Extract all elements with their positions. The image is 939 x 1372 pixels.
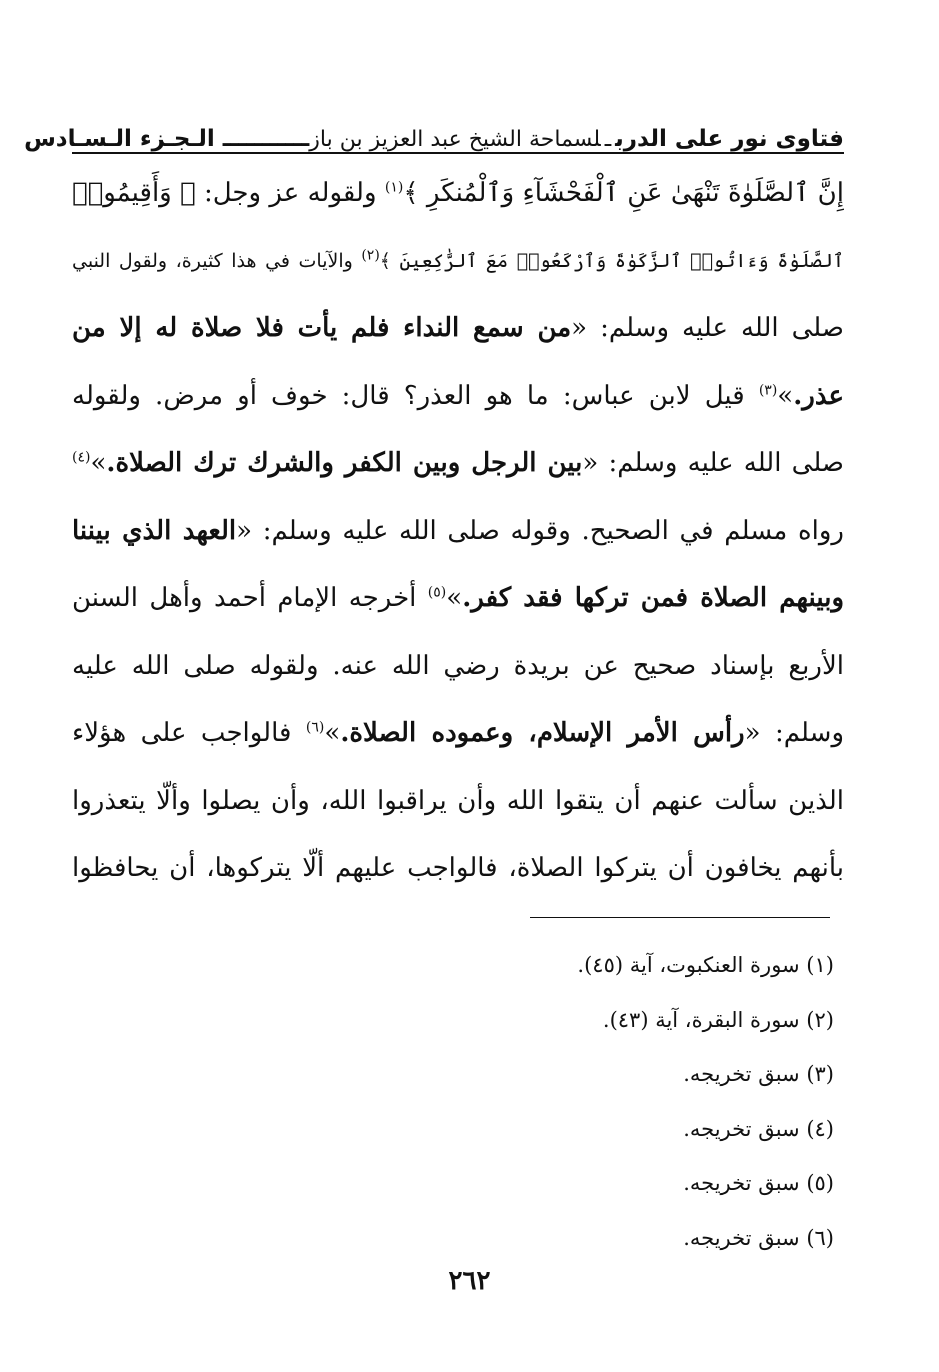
text-run: والآيات في هذا كثيرة، ولقول النبي — [72, 249, 362, 272]
text-line-2 — [72, 228, 844, 296]
text-run: صلى الله عليه وسلم: « — [582, 448, 844, 478]
text-line-8: الأربع بإسناد صحيح عن بريدة رضي الله عنه. ولقوله صلى الله عليه — [72, 650, 844, 681]
footnote-ref-6[interactable]: (٦) — [305, 719, 325, 736]
footnote-3: (٣) سبق تخريجه. — [683, 1062, 834, 1086]
header-title-group — [309, 126, 844, 152]
main-text — [72, 160, 844, 903]
text-line-9 — [72, 700, 844, 768]
text-run: قيل لابن عباس: ما هو العذر؟ قال: خوف أو مرض. ولقوله — [72, 380, 759, 411]
footnote-6: (٦) سبق تخريجه. — [683, 1225, 834, 1250]
text-line-1 — [72, 160, 844, 228]
running-header — [24, 108, 844, 154]
hadith-text: وبينهم الصلاة فمن تركها فقد كفر. — [462, 583, 844, 613]
footnotes — [72, 938, 834, 1265]
hadith-text: بين الرجل وبين الكفر والشرك ترك الصلاة. — [106, 448, 583, 478]
text-run: » — [90, 448, 107, 478]
header-author: لسماحة الشيخ عبد العزيز بن باز — [309, 127, 601, 152]
header-part-label: ـــــــــــ الـجـزء الـسـادس — [24, 126, 310, 152]
text-line-6 — [72, 498, 844, 566]
footnote-ref-4[interactable]: (٤) — [72, 449, 91, 466]
footnote-1: (١) سورة العنكبوت، آية (٤٥). — [577, 953, 834, 977]
footnote-5: (٥) سبق تخريجه. — [683, 1171, 834, 1195]
hadith-text: من سمع النداء فلم يأت فلا صلاة له إلا من — [72, 313, 572, 343]
text-run: فالواجب على هؤلاء — [72, 718, 306, 748]
text-run: وسلم: « — [744, 718, 844, 748]
hadith-text: رأس الأمر الإسلام، وعموده الصلاة. — [340, 718, 745, 748]
text-line-4 — [72, 363, 844, 431]
text-run: ولقوله عز وجل: ﴿ وَأَقِيمُوا۟ — [72, 178, 385, 208]
hadith-text: عذر. — [793, 380, 844, 411]
page-number: ٢٦٢ — [448, 1266, 491, 1296]
text-run: » — [777, 380, 794, 411]
footnote-ref-3[interactable]: (٣) — [758, 381, 778, 398]
text-line-3 — [72, 295, 844, 363]
footnote-ref-5[interactable]: (٥) — [427, 584, 447, 601]
hadith-text: العهد الذي بيننا — [72, 515, 237, 546]
footnote-divider — [530, 917, 830, 918]
text-line-10: الذين سألت عنهم أن يتقوا الله وأن يراقبوا الله، وأن يصلوا وألّا يتعذروا — [72, 785, 844, 816]
footnote-2: (٢) سورة البقرة، آية (٤٣). — [602, 1007, 834, 1032]
text-line-11: بأنهم يخافون أن يتركوا الصلاة، فالواجب عليهم ألّا يتركوها، أن يحافظوا — [72, 853, 844, 883]
text-run: صلى الله عليه وسلم: « — [571, 313, 844, 343]
text-run: أخرجه الإمام أحمد وأهل السنن — [72, 583, 428, 613]
footnote-4: (٤) سبق تخريجه. — [683, 1116, 834, 1141]
text-line-5 — [72, 430, 844, 498]
footnote-ref-2[interactable]: (٢) — [361, 247, 380, 264]
quran-verse: ٱلصَّلَوٰةَ وَءَاتُوا۟ ٱلزَّكَوٰةَ وَٱرْكَعُوا۟ مَعَ ٱلرَّٰكِعِينَ ﴾ — [379, 249, 844, 272]
text-run: » — [324, 718, 341, 748]
quran-verse: إِنَّ ٱلصَّلَوٰةَ تَنْهَىٰ عَنِ ٱلْفَحْشَآءِ وَٱلْمُنكَرِ ﴾ — [403, 178, 844, 208]
footnote-ref-1[interactable]: (١) — [384, 179, 404, 196]
header-separator: ـ — [604, 127, 612, 152]
text-run: رواه مسلم في الصحيح. وقوله صلى الله عليه وسلم: « — [236, 515, 844, 546]
header-book-title: فتاوى نور على الدرب — [615, 126, 844, 152]
text-line-7 — [72, 565, 844, 633]
text-run: » — [446, 583, 463, 613]
